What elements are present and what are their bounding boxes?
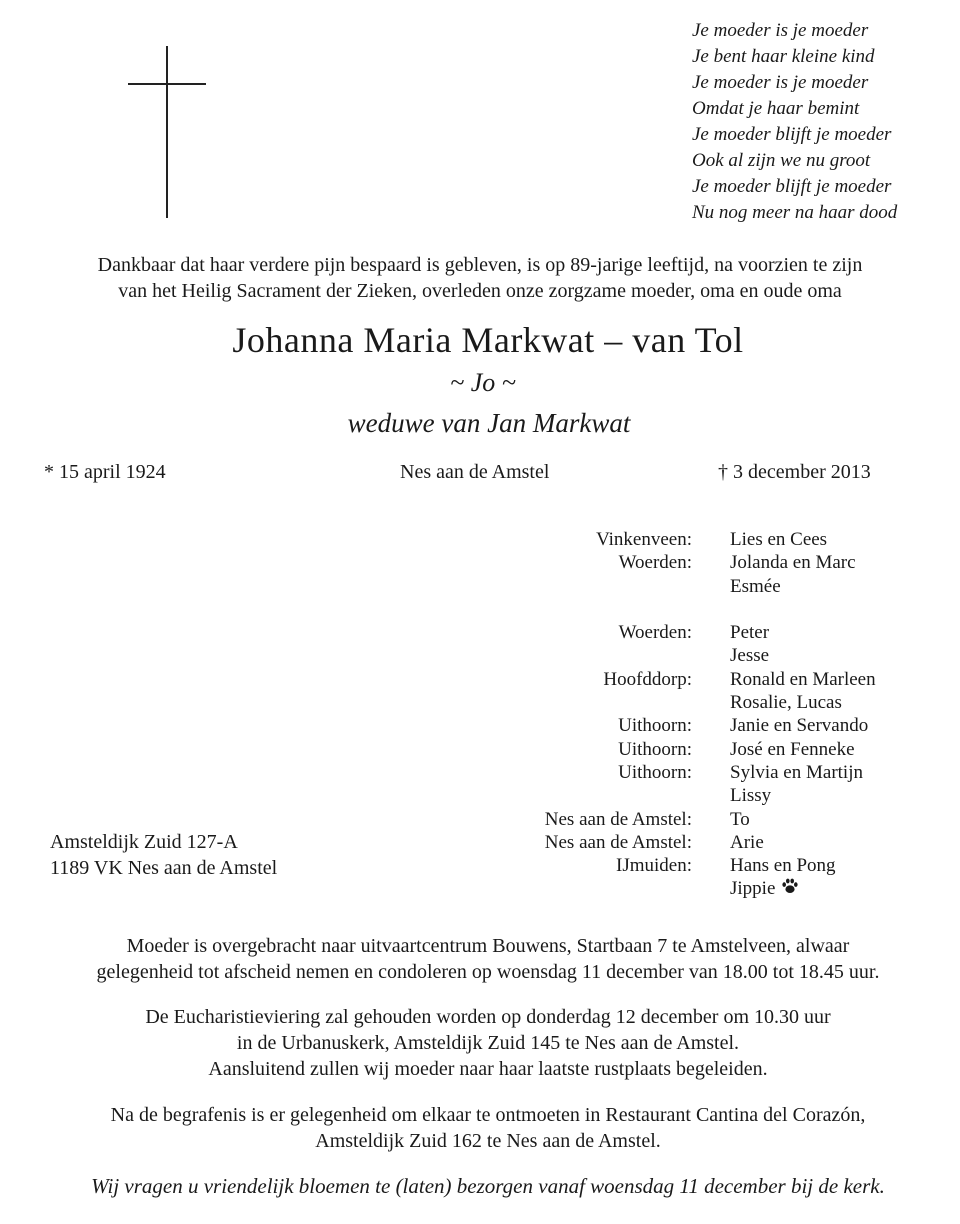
paragraph-line: De Eucharistieviering zal gehouden worden op donderdag 12 december om 10.30 uur <box>145 1006 831 1028</box>
intro-text <box>0 252 960 304</box>
paragraph-line: in de Urbanuskerk, Amsteldijk Zuid 145 te Nes aan de Amstel. <box>236 1032 740 1054</box>
residence-place: Nes aan de Amstel <box>400 461 550 483</box>
cross-horizontal-bar <box>128 83 206 85</box>
family-row <box>0 784 960 807</box>
paragraph-line: gelegenheid tot afscheid nemen en condoleren op woensdag 11 december van 18.00 tot 18.45 uur. <box>96 961 880 983</box>
family-person <box>730 691 842 714</box>
address <box>50 829 277 881</box>
death-date: † 3 december 2013 <box>718 461 871 483</box>
family-city: Nes aan de Amstel: <box>544 831 692 853</box>
family-row <box>0 575 960 598</box>
family-person-name: Ronald en Marleen <box>730 668 876 690</box>
family-city: Vinkenveen: <box>596 529 692 550</box>
poem-line: Omdat je haar bemint <box>692 98 860 119</box>
family-spacer <box>0 598 960 621</box>
family-row <box>0 644 960 667</box>
family-person <box>730 668 876 691</box>
family-person <box>730 761 863 784</box>
poem-line: Je moeder blijft je moeder <box>692 124 892 145</box>
poem-line: Je moeder blijft je moeder <box>692 176 892 197</box>
family-person-name: Peter <box>730 622 770 644</box>
family-city: Uithoorn: <box>618 715 692 737</box>
family-person-name: Jesse <box>730 645 770 667</box>
family-row <box>0 761 960 784</box>
poem-line: Ook al zijn we nu groot <box>692 150 871 171</box>
poem-line: Je moeder is je moeder <box>692 20 869 41</box>
poem <box>692 18 942 226</box>
family-row <box>0 621 960 644</box>
intro-line: Dankbaar dat haar verdere pijn bespaard is gebleven, is op 89-jarige leeftijd, na voorzien te zijn <box>97 254 863 276</box>
address-street: Amsteldijk Zuid 127-A <box>50 831 238 853</box>
family-person-name: Rosalie, Lucas <box>730 692 842 714</box>
poem-line: Je moeder is je moeder <box>692 72 869 93</box>
family-city: Nes aan de Amstel: <box>544 808 692 830</box>
family-person-name: Jippie <box>730 878 776 900</box>
family-person <box>730 831 764 854</box>
family-person <box>730 784 771 807</box>
family-row <box>0 714 960 737</box>
family-row <box>0 808 960 831</box>
family-person-name: Hans en Pong <box>730 855 836 877</box>
family-person-name: Lies en Cees <box>730 529 828 550</box>
family-city: IJmuiden: <box>616 855 692 877</box>
family-person <box>730 738 855 761</box>
family-person-name: José en Fenneke <box>730 738 855 760</box>
family-row <box>0 668 960 691</box>
family-person-name: Sylvia en Martijn <box>730 761 863 783</box>
poem-line: Nu nog meer na haar dood <box>692 202 898 223</box>
family-person <box>730 528 827 551</box>
family-person <box>730 877 799 901</box>
reception-paragraph <box>0 1102 960 1154</box>
intro-line: van het Heilig Sacrament der Zieken, overleden onze zorgzame moeder, oma en oude oma <box>118 280 842 302</box>
family-row <box>0 528 960 551</box>
paragraph-line: Amsteldijk Zuid 162 te Nes aan de Amstel. <box>315 1130 661 1152</box>
poem-line: Je bent haar kleine kind <box>692 46 875 67</box>
cross-vertical-bar <box>166 46 168 218</box>
family-row <box>0 551 960 574</box>
closing-note: Wij vragen u vriendelijk bloemen te (laten) bezorgen vanaf woensdag 11 december bij de kerk. <box>91 1174 885 1198</box>
family-row <box>0 691 960 714</box>
paragraph-line: Na de begrafenis is er gelegenheid om elkaar te ontmoeten in Restaurant Cantina del Corazón, <box>110 1104 866 1126</box>
family-person <box>730 551 856 574</box>
deceased-name: Johanna Maria Markwat – van Tol <box>232 320 744 360</box>
family-person-name: To <box>730 808 750 830</box>
birth-date: * 15 april 1924 <box>44 461 166 483</box>
family-person-name: Esmée <box>730 575 781 597</box>
family-person <box>730 854 836 877</box>
family-person-name: Arie <box>730 831 764 853</box>
family-person-name: Lissy <box>730 785 772 807</box>
address-postal-city: 1189 VK Nes aan de Amstel <box>50 857 278 879</box>
paw-icon <box>781 877 799 901</box>
family-row <box>0 738 960 761</box>
family-person-name: Jolanda en Marc <box>730 552 856 574</box>
family-person <box>730 714 868 737</box>
widow-of: weduwe van Jan Markwat <box>347 408 631 438</box>
paragraph-line: Moeder is overgebracht naar uitvaartcentrum Bouwens, Startbaan 7 te Amstelveen, alwaar <box>126 935 850 957</box>
family-city: Uithoorn: <box>618 738 692 760</box>
viewing-paragraph <box>0 933 960 985</box>
family-city: Woerden: <box>618 622 692 644</box>
deceased-nickname: ~ Jo ~ <box>450 368 516 397</box>
family-person <box>730 575 781 598</box>
family-city: Woerden: <box>618 552 692 574</box>
family-city: Uithoorn: <box>618 761 692 783</box>
family-person <box>730 808 750 831</box>
family-person <box>730 644 769 667</box>
family-person-name: Janie en Servando <box>730 715 869 737</box>
family-city: Hoofddorp: <box>603 668 692 690</box>
family-person <box>730 621 769 644</box>
paragraph-line: Aansluitend zullen wij moeder naar haar laatste rustplaats begeleiden. <box>208 1058 768 1080</box>
service-paragraph <box>0 1004 960 1082</box>
